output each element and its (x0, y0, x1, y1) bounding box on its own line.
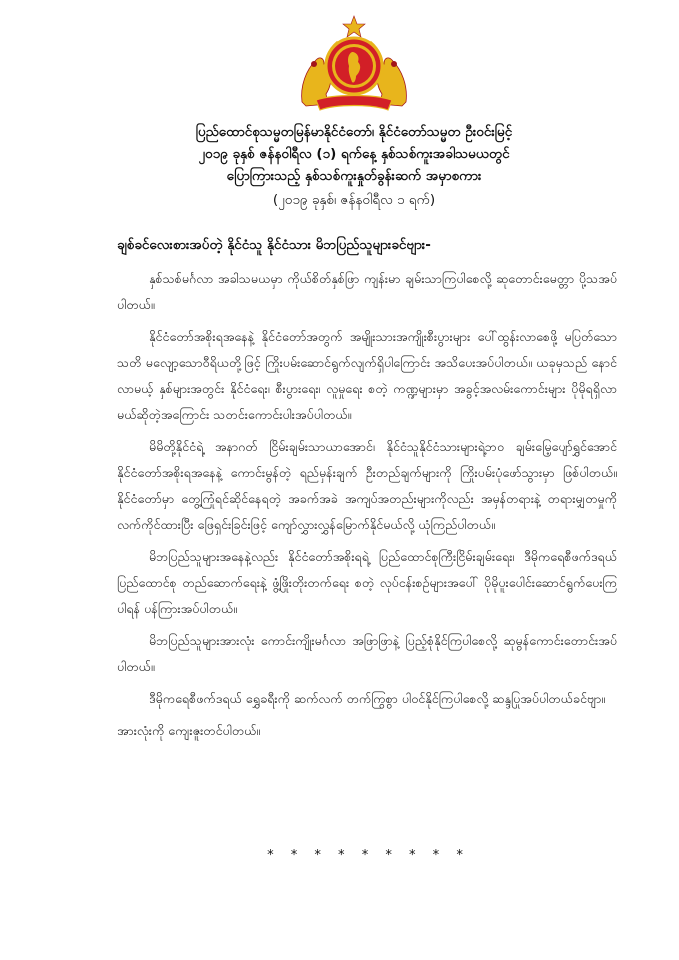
header-title-line-2: ၂၀၁၉ ခုနှစ် ဇန်နဝါရီလ (၁) ရက်နေ့ နှစ်သစ်ကူးအခါသမယတွင် (198, 146, 510, 162)
paragraph-6: ဒီမိုကရေစီဖက်ဒရယ် ရွှေခရီးကို ဆက်လက် တက်ကြွစွာ ပါဝင်နိုင်ကြပါစေလို့ ဆန္ဒပြုအပ်ပါတယ်ခင်ဗျာ။ (149, 691, 606, 706)
state-seal-icon (294, 14, 414, 114)
salutation: ချစ်ခင်လေးစားအပ်တဲ့ နိုင်ငံသူ နိုင်ငံသား မိဘပြည်သူများခင်ဗျား- (117, 237, 431, 253)
document-header (94, 121, 614, 211)
header-title-line-1: ပြည်ထောင်စုသမ္မတမြန်မာနိုင်ငံတော်၊ နိုင်ငံတော်သမ္မတ ဦးဝင်းမြင့် (195, 124, 513, 140)
paragraph-2: နိုင်ငံတော်အစိုးရအနေနဲ့ နိုင်ငံတော်အတွက် အမျိုးသားအကျိုးစီးပွားများ ပေါ်ထွန်းလာစေဖို့ မပြတ်သောသတိ မလျော့သောဝီရိယတို့ဖြင့် ကြိုးပမ်းဆောင်ရွက်လျက်ရှိပါကြောင်း အသိပေးအပ်ပါတယ်။ ယခုမှသည် နောင်လာမယ့် နှစ်များအတွင်း နိုင်ငံရေး၊ စီးပွားရေး၊ လူမှုရေး စတဲ့ ကဏ္ဍများမှာ အခွင့်အလမ်းကောင်းများ ပိုမိုရရှိလာမယ်ဆိုတဲ့အကြောင်း သတင်းကောင်းပါးအပ်ပါတယ်။ (117, 329, 617, 422)
closing-line: အားလုံးကို ကျေးဇူးတင်ပါတယ်။ (117, 723, 261, 738)
paragraph-1: နှစ်သစ်မင်္ဂလာ အခါသမယမှာ ကိုယ်စိတ်နှစ်ဖြာ ကျန်းမာ ချမ်းသာကြပါစေလို့ ဆုတောင်းမေတ္တာ ပို့သအပ်ပါတယ်။ (117, 271, 617, 312)
paragraph-4: မိဘပြည်သူများအနေနဲ့လည်း နိုင်ငံတော်အစိုးရရဲ့ ပြည်ထောင်စုကြီးငြိမ်းချမ်းရေး၊ ဒီမိုကရေစီဖက်ဒရယ်ပြည်ထောင်စု တည်ဆောက်ရေးနဲ့ ဖွံ့ဖြိုးတိုးတက်ရေး စတဲ့ လုပ်ငန်းစဉ်များအပေါ် ပိုမိုပူးပေါင်းဆောင်ရွက်ပေးကြပါရန် ပန်ကြားအပ်ပါတယ်။ (117, 549, 617, 616)
paragraph-3: မိမိတို့နိုင်ငံရဲ့ အနာဂတ် ငြိမ်းချမ်းသာယာအောင်၊ နိုင်ငံသူနိုင်ငံသားများရဲ့ဘဝ ချမ်းမြေ့ပျော်ရွှင်အောင် နိုင်ငံတော်အစိုးရအနေနဲ့ ကောင်းမွန်တဲ့ ရည်မှန်းချက် ဦးတည်ချက်များကို ကြိုးပမ်းပုံဖော်သွားမှာ ဖြစ်ပါတယ်။ နိုင်ငံတော်မှာ တွေ့ကြုံရင်ဆိုင်နေရတဲ့ အခက်အခဲ အကျပ်အတည်းများကိုလည်း အမှန်တရားနဲ့ တရားမျှတမှုကို လက်ကိုင်ထားပြီး ဖြေရှင်းခြင်းဖြင့် ကျော်လွှားလွှန်မြောက်နိုင်မယ်လို့ ယုံကြည်ပါတယ်။ (117, 439, 617, 532)
speech-body (117, 266, 617, 750)
end-mark: * * * * * * * * * (266, 848, 468, 863)
header-title-line-3: ပြောကြားသည့် နှစ်သစ်ကူးနှုတ်ခွန်းဆက် အမှာစကား (226, 168, 482, 184)
header-date: (၂၀၁၉ ခုနှစ်၊ ဇန်နဝါရီလ ၁ ရက်) (272, 192, 436, 208)
paragraph-5: မိဘပြည်သူများအားလုံး ကောင်းကျိုးမင်္ဂလာ အဖြာဖြာနဲ့ ပြည့်စုံနိုင်ကြပါစေလို့ ဆုမွန်ကောင်းတောင်းအပ်ပါတယ်။ (117, 633, 617, 674)
